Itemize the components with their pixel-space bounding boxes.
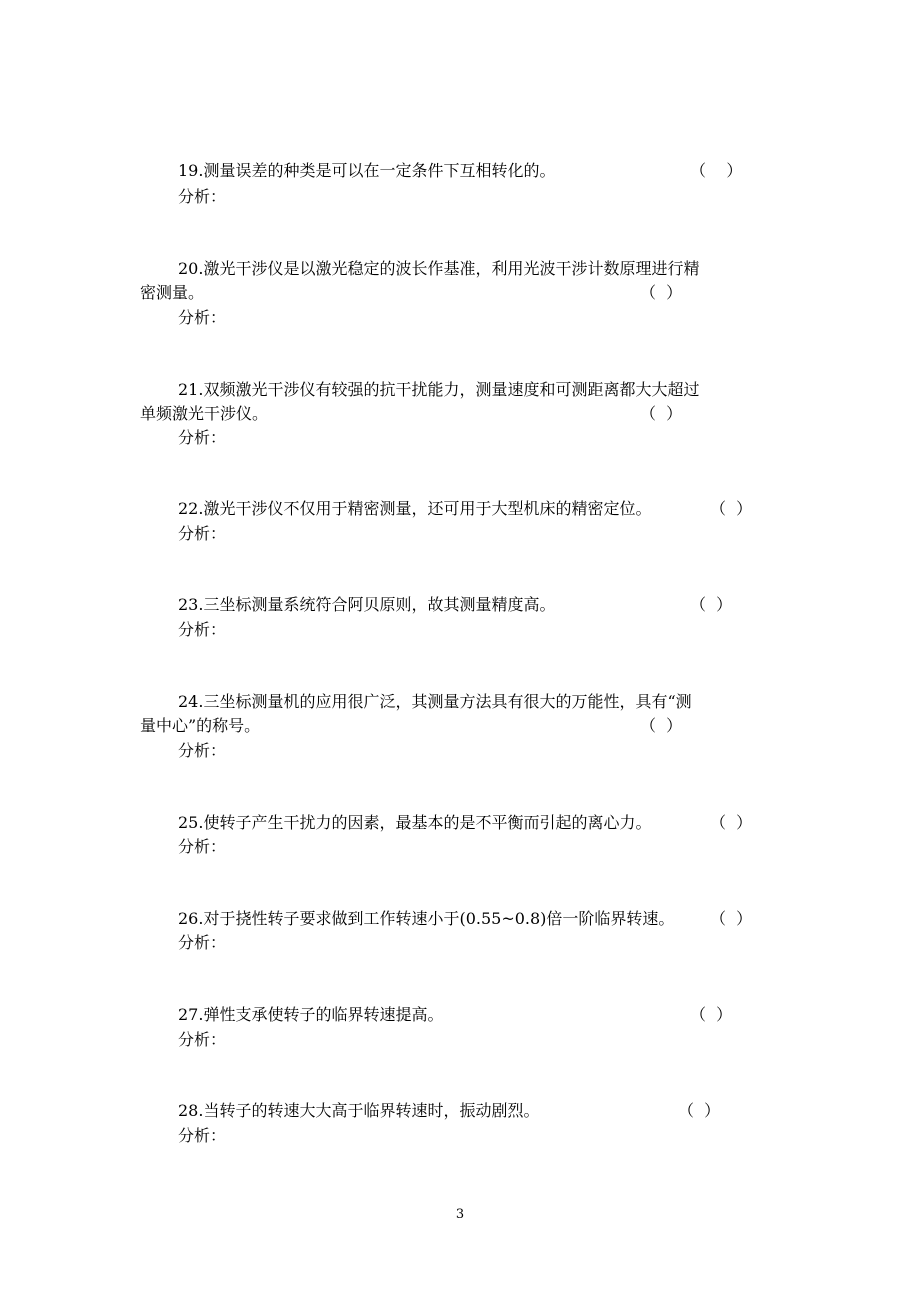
question-25-answer-blank[interactable]: （ ） xyxy=(710,813,753,832)
question-26-text: 26.对于挠性转子要求做到工作转速小于(0.55~0.8)倍一阶临界转速。 xyxy=(178,909,675,928)
question-22-analysis-label: 分析： xyxy=(178,524,227,543)
question-20-text-cont: 密测量。 xyxy=(140,283,205,302)
question-26-analysis-label: 分析： xyxy=(178,933,227,952)
question-20-answer-blank[interactable]: （ ） xyxy=(640,283,683,302)
question-23-answer-blank[interactable]: （ ） xyxy=(690,595,733,614)
question-19-text: 19.测量误差的种类是可以在一定条件下互相转化的。 xyxy=(178,161,556,180)
question-20-text: 20.激光干涉仪是以激光稳定的波长作基准，利用光波干涉计数原理进行精 xyxy=(178,259,700,278)
question-25-analysis-label: 分析： xyxy=(178,837,227,856)
question-24-text-cont: 量中心”的称号。 xyxy=(140,716,261,735)
question-21-answer-blank[interactable]: （ ） xyxy=(640,404,683,423)
page-number: 3 xyxy=(455,1207,465,1222)
question-24-text: 24.三坐标测量机的应用很广泛，其测量方法具有很大的万能性，具有“测 xyxy=(178,692,692,711)
question-25-text: 25.使转子产生干扰力的因素，最基本的是不平衡而引起的离心力。 xyxy=(178,813,652,832)
question-28-answer-blank[interactable]: （ ） xyxy=(678,1101,721,1120)
question-19-answer-blank[interactable]: （ ） xyxy=(690,161,743,180)
question-21-analysis-label: 分析： xyxy=(178,428,227,447)
question-19-analysis-label: 分析： xyxy=(178,187,227,206)
question-24-analysis-label: 分析： xyxy=(178,741,227,760)
question-21-text: 21.双频激光干涉仪有较强的抗干扰能力，测量速度和可测距离都大大超过 xyxy=(178,380,700,399)
question-22-answer-blank[interactable]: （ ） xyxy=(710,499,753,518)
question-23-analysis-label: 分析： xyxy=(178,620,227,639)
question-28-text: 28.当转子的转速大大高于临界转速时，振动剧烈。 xyxy=(178,1101,540,1120)
question-20-analysis-label: 分析： xyxy=(178,308,227,327)
question-27-answer-blank[interactable]: （ ） xyxy=(690,1005,733,1024)
question-27-text: 27.弹性支承使转子的临界转速提高。 xyxy=(178,1005,444,1024)
question-26-answer-blank[interactable]: （ ） xyxy=(710,909,753,928)
question-23-text: 23.三坐标测量系统符合阿贝原则，故其测量精度高。 xyxy=(178,595,556,614)
question-27-analysis-label: 分析： xyxy=(178,1030,227,1049)
question-22-text: 22.激光干涉仪不仅用于精密测量，还可用于大型机床的精密定位。 xyxy=(178,499,652,518)
question-28-analysis-label: 分析： xyxy=(178,1126,227,1145)
question-24-answer-blank[interactable]: （ ） xyxy=(640,716,683,735)
question-21-text-cont: 单频激光干涉仪。 xyxy=(140,404,269,423)
